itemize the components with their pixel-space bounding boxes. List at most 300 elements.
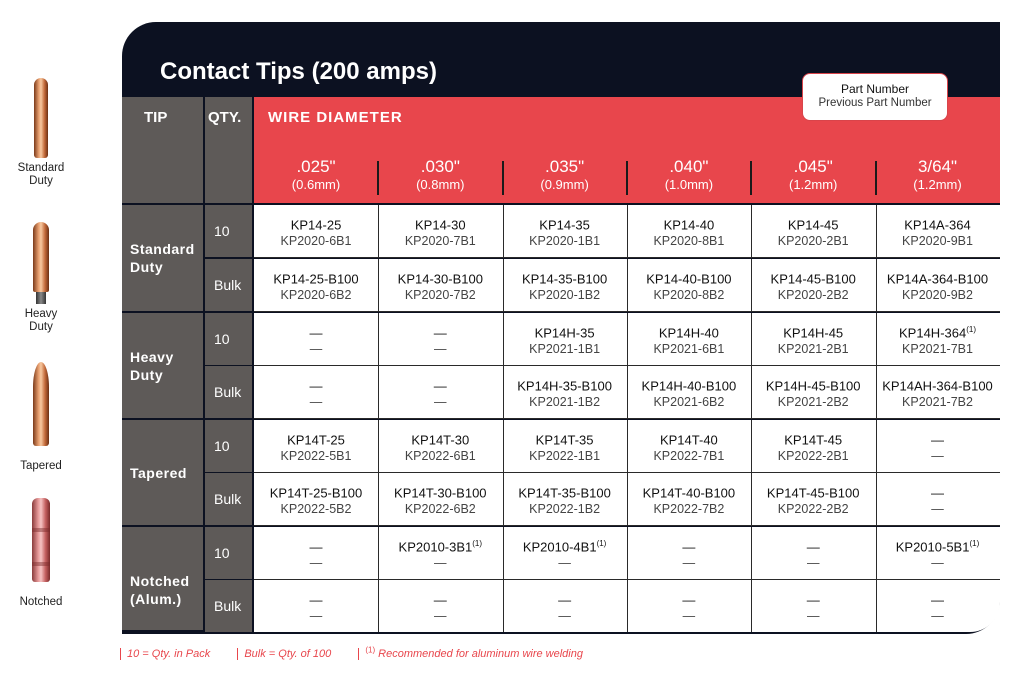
column-divider bbox=[876, 259, 877, 311]
column-divider bbox=[378, 580, 379, 632]
part-number bbox=[876, 268, 1000, 287]
part-number bbox=[876, 589, 1000, 608]
column-divider bbox=[503, 420, 504, 472]
part-number bbox=[876, 482, 1000, 501]
part-number-text: KP14T-40 bbox=[659, 432, 718, 448]
part-number-cell bbox=[751, 375, 875, 410]
part-number bbox=[254, 589, 378, 608]
part-number-cell bbox=[503, 482, 627, 517]
part-number bbox=[627, 589, 751, 608]
part-number-cell bbox=[751, 322, 875, 357]
previous-part-number: KP2020-6B1 bbox=[280, 234, 352, 249]
diameter-header bbox=[751, 157, 875, 193]
part-number-legend bbox=[802, 73, 948, 121]
part-number-cell bbox=[254, 429, 378, 464]
part-number-cell bbox=[503, 322, 627, 357]
previous-part-number: KP2020-8B2 bbox=[653, 288, 725, 303]
part-number bbox=[378, 429, 502, 448]
part-number-cell bbox=[876, 536, 1000, 571]
previous-part-number: — bbox=[806, 556, 820, 571]
part-number-text: — bbox=[931, 592, 944, 608]
part-number-text: KP14A-364-B100 bbox=[886, 271, 989, 287]
part-number-text: KP14-45 bbox=[787, 217, 839, 233]
part-number-text: KP14T-45-B100 bbox=[766, 485, 860, 501]
footnotes bbox=[120, 645, 607, 660]
previous-part-number: — bbox=[931, 502, 944, 517]
part-number bbox=[378, 589, 502, 608]
heavy-duty-tip-image bbox=[33, 222, 49, 292]
qty-value: Bulk bbox=[214, 384, 242, 400]
diameter-inches: .030" bbox=[420, 157, 460, 176]
previous-part-number: KP2022-2B1 bbox=[777, 449, 849, 464]
diameter-separator bbox=[377, 161, 379, 195]
part-number-cell bbox=[378, 536, 502, 571]
part-number-cell bbox=[503, 214, 627, 249]
diameter-header bbox=[254, 157, 378, 193]
previous-part-number: KP2022-7B2 bbox=[653, 502, 725, 517]
thumb-caption: Notched bbox=[19, 596, 63, 608]
part-number-text: KP14H-35-B100 bbox=[517, 378, 612, 394]
part-number bbox=[503, 268, 627, 287]
column-divider bbox=[876, 473, 877, 525]
part-number-cell bbox=[254, 322, 378, 357]
part-number bbox=[503, 482, 627, 501]
part-number-cell bbox=[378, 429, 502, 464]
footnote-mark: (1) bbox=[969, 539, 980, 548]
previous-part-number: KP2022-6B1 bbox=[404, 449, 476, 464]
column-divider bbox=[751, 313, 752, 365]
diameter-separator bbox=[875, 161, 877, 195]
column-divider bbox=[378, 527, 379, 579]
part-number-text: — bbox=[433, 378, 447, 394]
previous-part-number: KP2020-1B2 bbox=[529, 288, 601, 303]
part-number-text: KP2010-4B1 bbox=[522, 539, 597, 555]
previous-part-number: — bbox=[434, 556, 447, 571]
part-number-cell bbox=[254, 375, 378, 410]
part-number bbox=[254, 536, 378, 555]
part-number bbox=[751, 322, 875, 341]
diameter-inches: .045" bbox=[793, 157, 833, 176]
previous-part-number: KP2021-1B1 bbox=[529, 342, 601, 357]
previous-part-number: — bbox=[558, 556, 571, 571]
part-number bbox=[254, 322, 378, 341]
diameter-mm: (0.9mm) bbox=[540, 177, 589, 192]
part-number-cell bbox=[503, 589, 627, 624]
part-number bbox=[876, 429, 1000, 448]
part-number bbox=[378, 214, 502, 233]
column-divider bbox=[503, 313, 504, 365]
diameter-header bbox=[503, 157, 627, 193]
diameter-inches: .025" bbox=[296, 157, 336, 176]
part-number-cell bbox=[378, 482, 502, 517]
part-number-text: KP14T-45 bbox=[784, 432, 843, 448]
page-title: Contact Tips (200 amps) bbox=[160, 58, 437, 85]
previous-part-number: — bbox=[309, 395, 323, 410]
part-number bbox=[378, 482, 502, 501]
part-number bbox=[751, 536, 875, 555]
part-number-text: KP14AH-364-B100 bbox=[882, 378, 993, 394]
part-number-cell bbox=[876, 268, 1000, 303]
diameter-separator bbox=[750, 161, 752, 195]
previous-part-number: — bbox=[931, 609, 944, 624]
part-number-cell bbox=[627, 429, 751, 464]
column-divider bbox=[627, 205, 628, 257]
footnote-mark: (1) bbox=[966, 325, 976, 334]
part-number bbox=[503, 536, 627, 555]
previous-part-number: KP2020-2B1 bbox=[777, 234, 849, 249]
previous-part-number: KP2022-1B2 bbox=[529, 502, 601, 517]
part-number-cell bbox=[378, 214, 502, 249]
previous-part-number: KP2022-7B1 bbox=[653, 449, 725, 464]
part-number-text: KP14T-35 bbox=[535, 432, 594, 448]
part-number-cell bbox=[378, 589, 502, 624]
part-number bbox=[254, 214, 378, 233]
part-number bbox=[627, 536, 751, 555]
part-number bbox=[378, 536, 502, 555]
part-number-text: KP14H-45 bbox=[783, 325, 844, 341]
previous-part-number: KP2021-7B2 bbox=[902, 395, 973, 410]
diameter-separator bbox=[626, 161, 628, 195]
part-number-text: KP14H-40-B100 bbox=[641, 378, 737, 394]
previous-part-number: — bbox=[931, 449, 944, 464]
previous-part-number: — bbox=[682, 556, 696, 571]
thumb-heavy-duty bbox=[0, 222, 82, 334]
part-number bbox=[503, 375, 627, 394]
standard-duty-tip-image bbox=[34, 78, 48, 158]
qty-cell bbox=[205, 259, 252, 311]
previous-part-number: — bbox=[434, 342, 447, 357]
part-number-text: KP2010-3B1 bbox=[398, 539, 473, 555]
column-divider bbox=[503, 580, 504, 632]
previous-part-number: — bbox=[434, 395, 447, 410]
part-number bbox=[627, 375, 751, 394]
previous-part-number: KP2020-6B2 bbox=[280, 288, 352, 303]
thumb-standard-duty bbox=[0, 78, 82, 188]
column-divider bbox=[378, 420, 379, 472]
qty-value: 10 bbox=[214, 438, 230, 454]
footnote-mark: (1) bbox=[596, 539, 607, 548]
part-number-cell bbox=[751, 214, 875, 249]
thumb-tapered bbox=[0, 362, 82, 473]
part-number-cell bbox=[627, 268, 751, 303]
part-number bbox=[378, 268, 502, 287]
part-number-text: KP14T-25-B100 bbox=[269, 485, 363, 501]
part-number-cell bbox=[751, 429, 875, 464]
diameter-inches: .035" bbox=[545, 157, 585, 176]
part-number-cell bbox=[751, 268, 875, 303]
part-number-text: KP14H-364 bbox=[899, 325, 967, 341]
qty-cell bbox=[205, 313, 252, 365]
part-number-text: — bbox=[806, 592, 820, 608]
column-divider bbox=[751, 473, 752, 525]
part-number-text: — bbox=[309, 539, 323, 555]
column-divider bbox=[751, 580, 752, 632]
part-number-text: KP14H-40 bbox=[658, 325, 719, 341]
qty-cell bbox=[205, 527, 252, 579]
part-number-text: KP14-30 bbox=[415, 217, 466, 233]
part-number-cell bbox=[503, 268, 627, 303]
part-number-text: — bbox=[682, 539, 696, 555]
previous-part-number: — bbox=[309, 556, 323, 571]
qty-cell bbox=[205, 473, 252, 525]
thumb-caption: Heavy Duty bbox=[24, 308, 58, 333]
part-number bbox=[751, 214, 875, 233]
part-number-cell bbox=[876, 589, 1000, 624]
thumb-caption: Standard Duty bbox=[17, 162, 65, 187]
previous-part-number: KP2020-7B2 bbox=[404, 288, 476, 303]
part-number-cell bbox=[876, 322, 1000, 357]
footnote-recommended-text: Recommended for aluminum wire welding bbox=[375, 647, 583, 660]
footnote-recommended bbox=[358, 645, 583, 660]
part-number-cell bbox=[254, 536, 378, 571]
part-number bbox=[876, 214, 1000, 233]
part-number-cell bbox=[751, 589, 875, 624]
thumb-notched bbox=[0, 498, 82, 609]
column-divider bbox=[503, 527, 504, 579]
part-number-cell bbox=[378, 375, 502, 410]
column-divider bbox=[751, 259, 752, 311]
part-number-cell bbox=[876, 482, 1000, 517]
part-number-cell bbox=[378, 268, 502, 303]
wire-diameter-label: WIRE DIAMETER bbox=[268, 109, 403, 126]
part-number bbox=[254, 375, 378, 394]
previous-part-number: KP2020-8B1 bbox=[653, 234, 725, 249]
part-number-text: — bbox=[931, 432, 944, 448]
part-number-cell bbox=[503, 536, 627, 571]
column-divider bbox=[876, 420, 877, 472]
column-divider bbox=[627, 420, 628, 472]
column-divider bbox=[876, 205, 877, 257]
qty-header-label: QTY. bbox=[208, 109, 242, 126]
qty-value: 10 bbox=[214, 331, 230, 347]
footnote-qty-pack: 10 = Qty. in Pack bbox=[120, 648, 210, 660]
column-divider bbox=[627, 580, 628, 632]
part-number-text: KP14-40-B100 bbox=[646, 271, 732, 287]
part-number-cell bbox=[876, 375, 1000, 410]
diameter-header bbox=[627, 157, 751, 193]
diameter-mm: (1.0mm) bbox=[664, 177, 714, 192]
part-number-cell bbox=[627, 536, 751, 571]
column-divider bbox=[751, 420, 752, 472]
column-divider bbox=[876, 313, 877, 365]
qty-cell bbox=[205, 366, 252, 418]
column-divider bbox=[378, 313, 379, 365]
part-number bbox=[503, 322, 627, 341]
qty-value: 10 bbox=[214, 223, 230, 239]
diameter-mm: (1.2mm) bbox=[788, 177, 838, 192]
qty-header bbox=[205, 97, 252, 203]
part-number-text: KP14-35 bbox=[539, 217, 590, 233]
column-divider bbox=[876, 527, 877, 579]
previous-part-number: — bbox=[558, 609, 571, 624]
part-number-text: KP14T-30 bbox=[411, 432, 470, 448]
part-number-text: KP14A-364 bbox=[904, 217, 971, 233]
part-number bbox=[627, 268, 751, 287]
part-number bbox=[751, 429, 875, 448]
previous-part-number: KP2022-5B1 bbox=[280, 449, 352, 464]
previous-part-number: — bbox=[806, 609, 820, 624]
previous-part-number: KP2021-1B2 bbox=[529, 395, 601, 410]
tip-group-label bbox=[122, 205, 203, 311]
previous-part-number: KP2020-9B1 bbox=[902, 234, 973, 249]
notched-tip-image bbox=[32, 498, 50, 582]
part-number-text: KP14-35-B100 bbox=[521, 271, 608, 287]
part-number-cell bbox=[254, 214, 378, 249]
part-number bbox=[627, 214, 751, 233]
column-divider bbox=[876, 366, 877, 418]
part-number-text: — bbox=[806, 539, 820, 555]
row-divider bbox=[254, 257, 1000, 258]
part-number-text: KP14-30-B100 bbox=[397, 271, 483, 287]
part-number-text: — bbox=[309, 592, 323, 608]
part-number-cell bbox=[254, 589, 378, 624]
column-divider bbox=[378, 366, 379, 418]
tip-group-name: Standard Duty bbox=[130, 241, 195, 275]
column-divider bbox=[627, 473, 628, 525]
column-divider bbox=[876, 580, 877, 632]
row-divider bbox=[254, 418, 1000, 419]
footnote-mark: (1) bbox=[365, 645, 376, 654]
previous-part-number: KP2021-6B1 bbox=[653, 342, 725, 357]
previous-part-number: KP2020-1B1 bbox=[529, 234, 601, 249]
tip-header-label: TIP bbox=[144, 109, 168, 126]
previous-part-number: — bbox=[309, 609, 323, 624]
tip-group-name: Notched (Alum.) bbox=[130, 573, 190, 607]
part-number-cell bbox=[627, 375, 751, 410]
part-number-cell bbox=[627, 322, 751, 357]
column-divider bbox=[751, 205, 752, 257]
previous-part-number: KP2022-6B2 bbox=[404, 502, 476, 517]
part-number bbox=[503, 589, 627, 608]
part-number-text: — bbox=[682, 592, 696, 608]
previous-part-number: KP2020-7B1 bbox=[404, 234, 476, 249]
part-number bbox=[627, 482, 751, 501]
qty-cell bbox=[205, 205, 252, 257]
part-number-cell bbox=[254, 482, 378, 517]
column-divider bbox=[627, 313, 628, 365]
column-divider bbox=[378, 259, 379, 311]
part-number bbox=[254, 429, 378, 448]
previous-part-number: KP2020-9B2 bbox=[902, 288, 973, 303]
part-number-cell bbox=[876, 429, 1000, 464]
part-number bbox=[627, 429, 751, 448]
part-number-text: KP14-25 bbox=[290, 217, 342, 233]
qty-cell bbox=[205, 580, 252, 632]
part-number-cell bbox=[627, 214, 751, 249]
previous-part-number: KP2021-6B2 bbox=[653, 395, 725, 410]
previous-part-number: — bbox=[931, 556, 944, 571]
part-number-text: KP2010-5B1 bbox=[895, 539, 970, 555]
part-number-cell bbox=[751, 536, 875, 571]
column-divider bbox=[751, 366, 752, 418]
row-divider bbox=[254, 525, 1000, 526]
part-number-cell bbox=[378, 322, 502, 357]
part-number-text: KP14T-30-B100 bbox=[394, 485, 487, 501]
legend-part-number: Part Number bbox=[840, 82, 910, 96]
part-number bbox=[876, 375, 1000, 394]
column-divider bbox=[503, 205, 504, 257]
column-divider bbox=[627, 527, 628, 579]
diameter-mm: (0.6mm) bbox=[291, 177, 341, 192]
tip-group-label bbox=[122, 420, 203, 525]
part-number-text: KP14-45-B100 bbox=[770, 271, 856, 287]
part-number-text: KP14-25-B100 bbox=[273, 271, 359, 287]
part-number bbox=[254, 482, 378, 501]
part-number bbox=[751, 268, 875, 287]
part-number bbox=[254, 268, 378, 287]
diameter-header bbox=[378, 157, 502, 193]
previous-part-number: — bbox=[309, 342, 323, 357]
tip-header bbox=[122, 97, 203, 203]
qty-value: 10 bbox=[214, 545, 230, 561]
previous-part-number: — bbox=[682, 609, 696, 624]
part-number-text: KP14H-35 bbox=[534, 325, 595, 341]
part-number-text: — bbox=[309, 378, 323, 394]
part-number bbox=[627, 322, 751, 341]
previous-part-number: KP2022-5B2 bbox=[280, 502, 352, 517]
part-number bbox=[751, 482, 875, 501]
previous-part-number: — bbox=[434, 609, 447, 624]
legend-previous-part-number: Previous Part Number bbox=[818, 97, 932, 109]
part-number bbox=[876, 536, 1000, 555]
diameter-mm: (0.8mm) bbox=[416, 177, 465, 192]
part-number-cell bbox=[503, 375, 627, 410]
part-number bbox=[751, 375, 875, 394]
part-number-text: — bbox=[309, 325, 323, 341]
part-number-text: — bbox=[931, 485, 944, 501]
footnote-mark: (1) bbox=[472, 539, 483, 548]
previous-part-number: KP2021-7B1 bbox=[902, 342, 973, 357]
previous-part-number: KP2021-2B1 bbox=[777, 342, 849, 357]
previous-part-number: KP2022-1B1 bbox=[529, 449, 601, 464]
previous-part-number: KP2022-2B2 bbox=[777, 502, 849, 517]
part-number-text: KP14T-40-B100 bbox=[642, 485, 736, 501]
row-divider bbox=[254, 311, 1000, 312]
part-number-text: KP14T-25 bbox=[287, 432, 345, 448]
column-divider bbox=[627, 259, 628, 311]
column-divider bbox=[378, 205, 379, 257]
part-number-cell bbox=[627, 589, 751, 624]
part-number-cell bbox=[627, 482, 751, 517]
part-number bbox=[378, 322, 502, 341]
qty-cell bbox=[205, 420, 252, 472]
part-number bbox=[751, 589, 875, 608]
previous-part-number: KP2020-2B2 bbox=[777, 288, 849, 303]
part-number-text: KP14H-45-B100 bbox=[765, 378, 861, 394]
part-number-text: KP14-40 bbox=[663, 217, 715, 233]
part-number bbox=[503, 214, 627, 233]
part-number-text: — bbox=[558, 592, 572, 608]
diameter-separator bbox=[502, 161, 504, 195]
part-number-cell bbox=[876, 214, 1000, 249]
qty-value: Bulk bbox=[214, 491, 242, 507]
column-divider bbox=[503, 366, 504, 418]
tip-group-name: Heavy Duty bbox=[130, 348, 174, 383]
diameter-mm: (1.2mm) bbox=[913, 177, 962, 192]
heavy-duty-tip-base bbox=[36, 292, 46, 304]
part-number-cell bbox=[254, 268, 378, 303]
column-divider bbox=[503, 473, 504, 525]
column-divider bbox=[378, 473, 379, 525]
tapered-tip-image bbox=[33, 362, 49, 446]
part-number bbox=[378, 375, 502, 394]
footnote-bulk: Bulk = Qty. of 100 bbox=[237, 648, 331, 660]
part-number-text: KP14T-35-B100 bbox=[518, 485, 611, 501]
part-number-text: — bbox=[433, 325, 447, 341]
thumb-caption: Tapered bbox=[20, 460, 62, 472]
part-number-cell bbox=[751, 482, 875, 517]
diameter-inches: 3/64" bbox=[917, 157, 958, 176]
